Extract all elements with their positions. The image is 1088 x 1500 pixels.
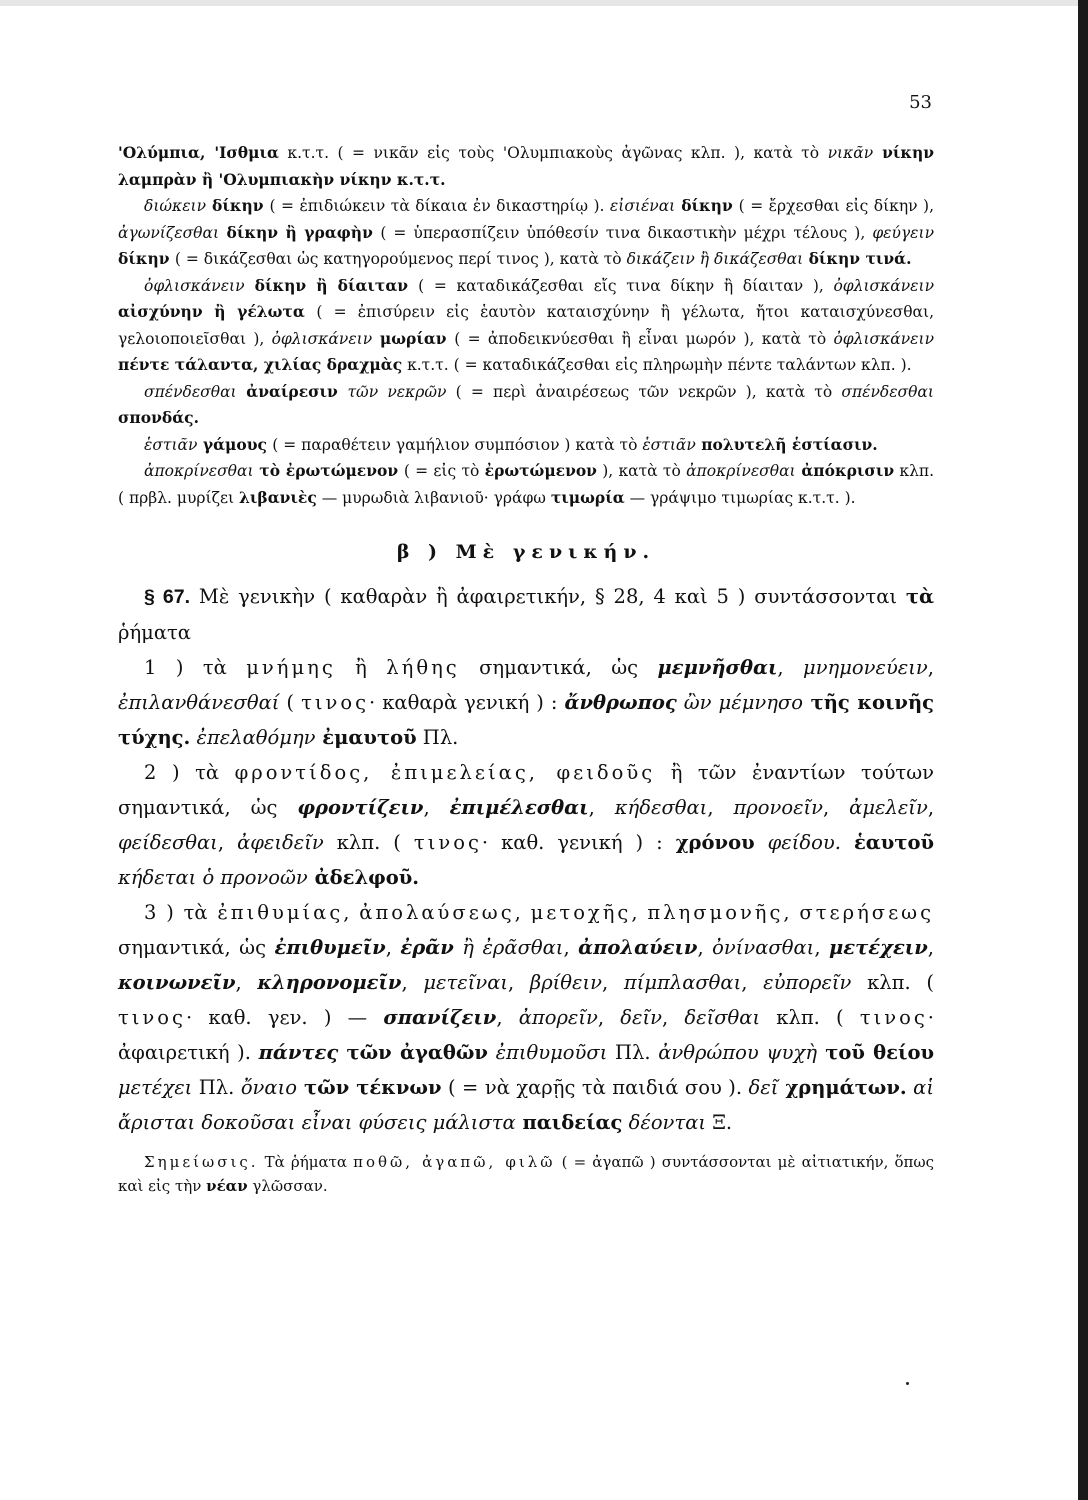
text-run: ἐρᾶσθαι (482, 936, 564, 959)
text-run: στερήσεως (799, 901, 934, 924)
text-run: σπανίζειν (383, 1006, 497, 1029)
text-run: ), κατὰ τὸ (596, 462, 687, 480)
text-run: · καθ. γεν. ) — (185, 1006, 384, 1029)
text-run: τῆς κοινῆς τύχης. (118, 691, 934, 749)
text-run: , (697, 936, 713, 959)
text-run: , (927, 796, 935, 819)
text-run: ἐπελαθόμην (196, 726, 316, 749)
text-run: ἐπιλανθάνεσθαί (118, 691, 280, 714)
example-paragraph (118, 140, 934, 193)
text-run: αἰσχύνην ἢ γέλωτα (118, 302, 317, 321)
text-run: , (597, 1006, 621, 1029)
text-run: ἀδελφοῦ. (307, 866, 420, 889)
text-run: εὐπορεῖν (763, 971, 852, 994)
text-run: σπένδεσθαι (841, 382, 934, 401)
text-run: ἀπορεῖν (518, 1006, 598, 1029)
text-run: ἢ (335, 656, 387, 679)
example-paragraph (118, 379, 934, 432)
text-run: τῶν τέκνων (296, 1076, 442, 1099)
text-run: ἀνθρώπου ψυχὴ (658, 1041, 818, 1064)
text-run: παιδείας (515, 1111, 623, 1134)
text-run: μετοχῆς (530, 901, 632, 924)
text-run: , (814, 936, 830, 959)
text-run: 'Ολύμπια, (118, 143, 215, 162)
text-run: δεῖσθαι (684, 1006, 761, 1029)
text-run: κ.τ.τ. ( = νικᾶν εἰς τοὺς 'Ολυμπιακοὺς ἀγῶνας κλπ. ), κατὰ τὸ (278, 144, 828, 162)
text-run: τινος (413, 831, 482, 854)
text-run: δέονται (628, 1111, 707, 1134)
text-run: προνοεῖν (733, 796, 824, 819)
text-run (488, 1041, 496, 1064)
section-number: § 67. (144, 586, 191, 608)
text-run: φροντίζειν (297, 796, 424, 819)
text-run: κλπ. ( (323, 831, 414, 854)
text-run: νίκην λαμπρὰν ἢ 'Ολυμπιακὴν νίκην κ.τ.τ. (118, 143, 934, 189)
rule-item-2 (118, 755, 934, 895)
text-run: , (588, 796, 615, 819)
text-run: ( = περὶ ἀναιρέσεως τῶν νεκρῶν ), κατὰ τὸ (446, 382, 842, 401)
text-run: σημαντικά, ὡς (459, 656, 658, 679)
text-run: ( = καταδικάζεσθαι εἴς τινα δίκην ἢ δίαιταν ), (418, 276, 834, 295)
text-run: ἐπιθυμεῖν (274, 936, 386, 959)
text-run: μετέχει (118, 1076, 193, 1099)
text-run: φροντίδος, ἐπιμελείας, φειδοῦς (234, 761, 656, 784)
text-run: πίμπλασθαι (623, 971, 742, 994)
text-run: λιβανιὲς (239, 487, 317, 507)
text-run: ὀφλισκάνειν (833, 329, 934, 348)
text-run (841, 831, 854, 854)
text-run: ( = ἀποδεικνύεσθαι ἢ εἶναι μωρόν ), κατὰ τὸ (454, 329, 834, 348)
text-run: Πλ. (416, 726, 459, 749)
text-run: μωρίαν (372, 328, 455, 348)
text-run: · καθ. γενική ) : (481, 831, 676, 854)
text-run: σπένδεσθαι (144, 382, 237, 401)
text-run: τὸ ἐρωτώμενον (253, 461, 404, 480)
text-run: Πλ. (607, 1041, 659, 1064)
text-run: ἐμαυτοῦ (315, 726, 417, 749)
page-top-edge (0, 0, 1088, 6)
text-run: · ἀφαιρετική ). (118, 1006, 934, 1064)
text-run: , (343, 901, 360, 924)
text-run: δεῖ (748, 1076, 779, 1099)
text-run: κλπ. ( (760, 1006, 860, 1029)
text-run: Ξ. (706, 1111, 733, 1134)
subsection-heading: β ) Μὲ γενικήν. (396, 541, 656, 563)
text-run: ἀπολαύσεως (359, 901, 515, 924)
text-run: ἑστιᾶν (144, 435, 198, 454)
text-run: μετέχειν (829, 936, 928, 959)
text-run: , (563, 936, 579, 959)
text-run: μετεῖναι (423, 971, 509, 994)
text-run: χρόνου (675, 831, 755, 854)
text-run: ( = ὑπερασπίζειν ὑπόθεσίν τινα δικαστικὴν μέχρι τέλους ), (380, 223, 873, 242)
text-run: Σημείωσις. (144, 1153, 259, 1171)
text-run: κλπ. ( (851, 971, 934, 994)
text-run: ὀφλισκάνειν (144, 276, 245, 295)
text-run: Πλ. (192, 1076, 241, 1099)
text-run: ἐπιθυμοῦσι (495, 1041, 608, 1064)
text-run: λήθης (386, 656, 460, 679)
text-run: 3 ) τὰ (144, 901, 218, 924)
text-run: , (661, 1006, 685, 1029)
text-run: , (401, 971, 424, 994)
text-run: μνήμης (246, 656, 336, 679)
text-run: κήδεται ὁ προνοῶν (118, 866, 308, 889)
text-run: δίκην ἢ δίαιταν (244, 275, 419, 295)
text-run: ἐπιθυμίας (217, 901, 344, 924)
text-run: βρίθειν (529, 971, 603, 994)
text-run: τινος (859, 1006, 928, 1029)
text-run: ἀπολαύειν (578, 936, 698, 959)
text-run: ἐρωτώμενον (484, 461, 597, 480)
text-run: φείδεσθαι (118, 831, 218, 854)
rule-item-3 (118, 895, 934, 1140)
text-run: αἱ ἄρισται δοκοῦσαι εἶναι φύσεις μάλιστα (118, 1076, 934, 1134)
text-run: ποθῶ, ἀγαπῶ, φιλῶ (353, 1153, 556, 1171)
text-run: , (707, 796, 734, 819)
text-run: ( = ἔρχεσθαι εἰς δίκην ), (738, 197, 935, 215)
text-run: ἄνθρωπος (564, 691, 677, 714)
text-run: γλῶσσαν. (247, 1177, 328, 1195)
text-run: ( = εἰς τὸ (403, 462, 485, 480)
text-run: κ.τ.τ. ( = καταδικάζεσθαι εἰς πληρωμὴν πέντε ταλάντων κλπ. ). (402, 356, 912, 374)
text-run: ὀνίνασθαι (712, 936, 815, 959)
text-run: , (508, 971, 530, 994)
text-run: , (631, 901, 648, 924)
example-paragraph (118, 458, 934, 511)
text-run: κήδεσθαι (614, 796, 708, 819)
rule-item-1 (118, 650, 934, 755)
text-run: ἐπιμέλεσθαι (449, 796, 589, 819)
text-run: , (235, 971, 258, 994)
example-paragraph (118, 273, 934, 379)
text-run: ἀφειδεῖν (237, 831, 324, 854)
text-run: ἀποκρίνεσθαι (686, 462, 796, 480)
text-run: ἑαυτοῦ (853, 831, 934, 854)
footnote-remark (118, 1150, 934, 1198)
text-run: ὄναιο (240, 1076, 297, 1099)
text-run: , (423, 796, 450, 819)
text-run: πέντε τάλαντα, χιλίας δραχμὰς (118, 355, 403, 374)
text-run: δίκην (118, 249, 175, 268)
text-run: πολυτελῆ ἑστίασιν. (695, 434, 878, 454)
text-run: νικᾶν (827, 144, 874, 162)
text-run: , (823, 796, 850, 819)
text-run: νέαν (206, 1177, 248, 1195)
text-run: , (741, 971, 764, 994)
text-run: κοινωνεῖν (118, 971, 236, 994)
text-run: 2 ) τὰ (144, 761, 235, 784)
text-run: ἀπόκρισιν (795, 461, 895, 480)
text-run: ὀφλισκάνειν (833, 276, 934, 295)
text-run: ( (279, 691, 302, 714)
page-number: 53 (909, 92, 932, 113)
page-body (118, 140, 934, 1213)
examples-block (118, 140, 934, 511)
text-run: ἢ τῶν ἐναντίων τούτων σημαντικά, ὡς (118, 761, 934, 819)
text-run (677, 691, 684, 714)
text-run: ἑστιᾶν (642, 435, 696, 454)
text-run: δίκην (206, 196, 270, 215)
text-run: , (385, 936, 401, 959)
text-run: ἀναίρεσιν (236, 381, 348, 401)
text-run: , (777, 656, 804, 679)
text-run: φεύγειν (872, 223, 934, 242)
text-run: , (927, 656, 934, 679)
text-run: διώκειν (144, 197, 207, 215)
text-run: πλησμονῆς (647, 901, 784, 924)
text-run: , (927, 936, 934, 959)
text-run: δικάζειν ἢ δικάζεσθαι (626, 250, 804, 268)
text-run: ἀμελεῖν (849, 796, 928, 819)
text-run: δεῖν (620, 1006, 662, 1029)
text-run: 1 ) τὰ (144, 656, 247, 679)
text-run: · καθαρὰ γενική ) : (369, 691, 565, 714)
text-run: ἀποκρίνεσθαι (144, 462, 254, 480)
text-run: ἐρᾶν (400, 936, 454, 959)
text-run: , (783, 901, 800, 924)
text-run: ( = δικάζεσθαι ὡς κατηγορούμενος περί τινος ), κατὰ τὸ (174, 250, 627, 268)
text-run: φείδου. (767, 831, 841, 854)
text-run: εἰσιέναι (609, 197, 676, 215)
text-run: , (602, 971, 624, 994)
section-intro (118, 579, 934, 650)
example-paragraph (118, 432, 934, 459)
text-run: χρημάτων. (778, 1076, 907, 1099)
example-paragraph (118, 193, 934, 273)
text-run: μεμνῆσθαι (657, 656, 778, 679)
text-run: ὀφλισκάνειν (271, 329, 373, 348)
text-run: πάντες (258, 1041, 339, 1064)
text-run: , (217, 831, 238, 854)
text-run: τοῦ θείου (817, 1041, 934, 1064)
text-run: σπονδάς. (118, 408, 199, 427)
text-run: 'Ισθμια (214, 143, 279, 162)
print-speck (906, 1382, 909, 1385)
text-run: δίκην ἢ γραφὴν (219, 222, 381, 242)
text-run: τιμωρία (550, 487, 625, 507)
text-run: μνημονεύειν (803, 656, 928, 679)
text-run: Τὰ ῥήματα (258, 1153, 354, 1171)
text-run: ἀγωνίζεσθαι (118, 223, 220, 242)
section-67 (118, 579, 934, 1140)
text-run: ( = ἀγαπῶ ) συντάσσονται μὲ αἰτιατικήν, ὅπως καὶ εἰς τὴν (118, 1153, 934, 1195)
text-run: τινος (301, 691, 370, 714)
text-run: κληρονομεῖν (257, 971, 402, 994)
text-run: τῶν νεκρῶν (347, 382, 447, 401)
text-run: , (514, 901, 531, 924)
section-intro-text (118, 585, 934, 644)
page-right-edge-shadow (1078, 0, 1088, 1500)
text-run: ( = ἐπισύρειν εἰς ἑαυτὸν καταισχύνην ἢ γέλωτα, ἤτοι καταισχύνεσθαι, γελοιοποιεῖσθαι ), (118, 303, 934, 348)
text-run: τῶν ἀγαθῶν (338, 1041, 488, 1064)
text-run (755, 831, 768, 854)
text-run: ( = παραθέτειν γαμήλιον συμπόσιον ) κατὰ τὸ (272, 435, 643, 454)
text-run: ῥήματα (118, 621, 191, 644)
text-run: τινος (118, 1006, 186, 1029)
text-run: κλπ. ( πρβλ. μυρίζει (118, 462, 935, 507)
text-run: ( = νὰ χαρῇς τὰ παιδιά σου ). (441, 1076, 749, 1099)
text-run: τὰ (905, 585, 934, 608)
text-run: δίκην τινά. (803, 249, 912, 268)
text-run: γάμους (197, 434, 273, 454)
text-run: — μυρωδιὰ λιβανιοῦ· γράφω (316, 488, 551, 507)
text-run: ( = ἐπιδιώκειν τὰ δίκαια ἐν δικαστηρίῳ ). (269, 197, 610, 215)
text-run: ὢν μέμνησο (683, 691, 803, 714)
text-run: — γράψιμο τιμωρίας κ.τ.τ. ). (624, 488, 856, 507)
text-run: σημαντικά, ὡς (118, 936, 275, 959)
text-run: Μὲ γενικὴν ( καθαρὰν ἢ ἀφαιρετικήν, § 28, 4 καὶ 5 ) συντάσσονται (190, 585, 906, 608)
text-run: , (496, 1006, 519, 1029)
text-run: ἢ (453, 936, 483, 959)
text-run: δίκην (675, 196, 739, 215)
